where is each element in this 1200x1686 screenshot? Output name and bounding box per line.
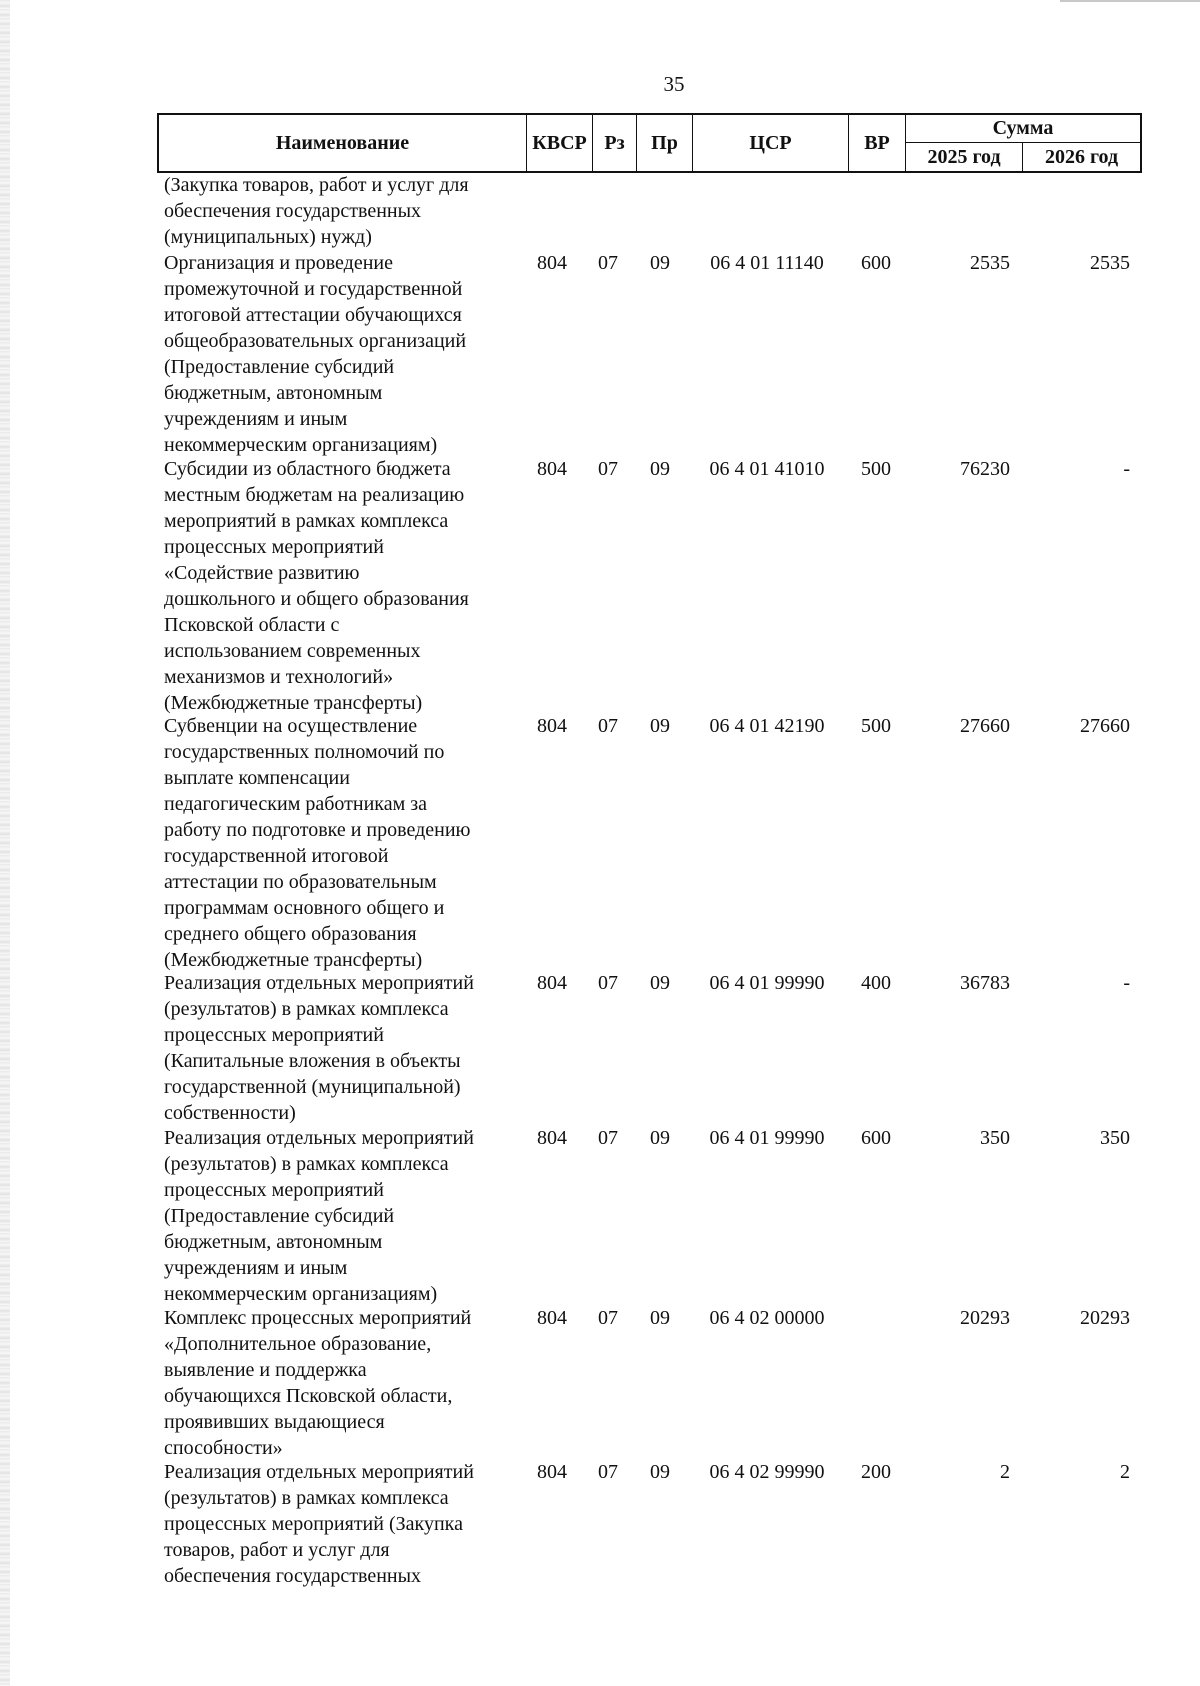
header-rz: Рз bbox=[593, 115, 637, 171]
header-pr: Пр bbox=[637, 115, 693, 171]
page-number: 35 bbox=[663, 72, 685, 96]
row-name: Субвенции на осуществление государственных полномочий по выплате компенсации педагогическим работникам за работу по подготовке и проведению государственной итоговой аттестации по образовательным программам основного общего и среднего общего образования (Межбюджетные трансферты) bbox=[164, 715, 471, 971]
row-vr: 600 bbox=[861, 252, 891, 274]
row-name: Реализация отдельных мероприятий (результатов) в рамках комплекса процессных мероприятий (Закупка товаров, работ и услуг для обеспечения государственных bbox=[164, 1461, 474, 1587]
row-csr: 06 4 01 99990 bbox=[709, 972, 825, 994]
row-kvsr: 804 bbox=[537, 1127, 567, 1149]
header-csr: ЦСР bbox=[693, 115, 849, 171]
row-sum-2026: 20293 bbox=[1080, 1307, 1130, 1329]
row-sum-2025: 27660 bbox=[960, 715, 1010, 737]
row-csr: 06 4 01 42190 bbox=[709, 715, 825, 737]
row-csr: 06 4 02 00000 bbox=[709, 1307, 825, 1329]
row-sum-2025: 76230 bbox=[960, 458, 1010, 480]
row-rz: 07 bbox=[598, 1307, 618, 1329]
row-sum-2025: 2 bbox=[1000, 1461, 1010, 1483]
row-pr: 09 bbox=[650, 1307, 670, 1329]
row-vr: 500 bbox=[861, 715, 891, 737]
row-name: Комплекс процессных мероприятий «Дополнительное образование, выявление и поддержка обучающихся Псковской области, проявивших выдающиеся способности» bbox=[164, 1307, 472, 1459]
row-name: Реализация отдельных мероприятий (результатов) в рамках комплекса процессных мероприятий (Предоставление субсидий бюджетным, автономным учреждениям и иным некоммерческим организациям) bbox=[164, 1127, 474, 1305]
row-vr: 400 bbox=[861, 972, 891, 994]
row-sum-2026: - bbox=[1123, 458, 1130, 480]
row-pr: 09 bbox=[650, 458, 670, 480]
row-kvsr: 804 bbox=[537, 458, 567, 480]
row-csr: 06 4 01 11140 bbox=[710, 252, 824, 274]
header-kvsr: КВСР bbox=[527, 115, 593, 171]
row-rz: 07 bbox=[598, 252, 618, 274]
row-sum-2026: 27660 bbox=[1080, 715, 1130, 737]
row-rz: 07 bbox=[598, 1461, 618, 1483]
row-csr: 06 4 01 99990 bbox=[709, 1127, 825, 1149]
row-name: Субсидии из областного бюджета местным бюджетам на реализацию мероприятий в рамках комплекса процессных мероприятий «Содействие развитию дошкольного и общего образования Псковской области с использованием современных механизмов и технологий» (Межбюджетные трансферты) bbox=[164, 458, 469, 714]
row-vr: 500 bbox=[861, 458, 891, 480]
row-sum-2025: 2535 bbox=[970, 252, 1010, 274]
row-kvsr: 804 bbox=[537, 1307, 567, 1329]
row-rz: 07 bbox=[598, 458, 618, 480]
row-vr: 200 bbox=[861, 1461, 891, 1483]
row-sum-2026: 350 bbox=[1100, 1127, 1130, 1149]
row-rz: 07 bbox=[598, 715, 618, 737]
row-pr: 09 bbox=[650, 252, 670, 274]
row-pr: 09 bbox=[650, 1127, 670, 1149]
row-csr: 06 4 01 41010 bbox=[709, 458, 825, 480]
header-sum: Сумма bbox=[906, 115, 1140, 143]
header-name: Наименование bbox=[159, 115, 527, 171]
row-csr: 06 4 02 99990 bbox=[709, 1461, 825, 1483]
row-kvsr: 804 bbox=[537, 1461, 567, 1483]
row-kvsr: 804 bbox=[537, 252, 567, 274]
row-sum-2025: 350 bbox=[980, 1127, 1010, 1149]
scan-edge bbox=[0, 0, 10, 1686]
row-sum-2026: 2 bbox=[1120, 1461, 1130, 1483]
row-vr: 600 bbox=[861, 1127, 891, 1149]
row-pr: 09 bbox=[650, 715, 670, 737]
row-name: Реализация отдельных мероприятий (результатов) в рамках комплекса процессных мероприятий (Капитальные вложения в объекты государственной (муниципальной) собственности) bbox=[164, 972, 474, 1124]
row-kvsr: 804 bbox=[537, 972, 567, 994]
header-year-2026: 2026 год bbox=[1044, 145, 1119, 168]
row-name: (Закупка товаров, работ и услуг для обеспечения государственных (муниципальных) нужд) bbox=[164, 174, 469, 248]
row-pr: 09 bbox=[650, 972, 670, 994]
row-sum-2026: - bbox=[1123, 972, 1130, 994]
row-sum-2026: 2535 bbox=[1090, 252, 1130, 274]
scan-edge-top bbox=[1060, 0, 1200, 2]
row-rz: 07 bbox=[598, 1127, 618, 1149]
header-year-2025: 2025 год bbox=[906, 143, 1023, 171]
header-vr: ВР bbox=[849, 115, 906, 171]
row-sum-2025: 36783 bbox=[960, 972, 1010, 994]
row-rz: 07 bbox=[598, 972, 618, 994]
row-sum-2025: 20293 bbox=[960, 1307, 1010, 1329]
table-header bbox=[157, 113, 1142, 173]
row-name: Организация и проведение промежуточной и государственной итоговой аттестации обучающихся общеобразовательных организаций (Предоставление субсидий бюджетным, автономным учреждениям и иным некоммерческим организациям) bbox=[164, 252, 467, 456]
row-pr: 09 bbox=[650, 1461, 670, 1483]
row-kvsr: 804 bbox=[537, 715, 567, 737]
